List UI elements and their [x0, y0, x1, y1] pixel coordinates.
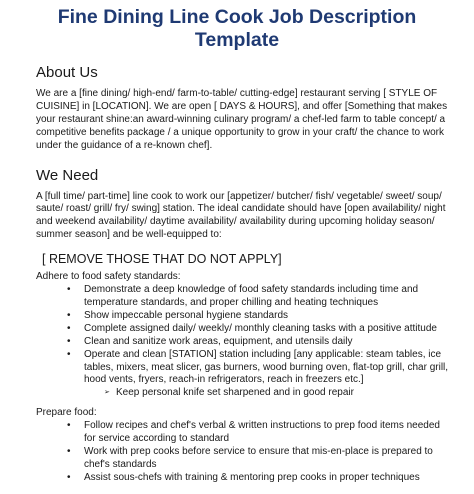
prep-list [36, 420, 452, 485]
title-line-2: Template [194, 29, 280, 51]
title-line-1: Fine Dining Line Cook Job Description [57, 6, 417, 28]
list-item: • Show impeccable personal hygiene standards [76, 310, 452, 323]
need-heading: We Need [36, 166, 99, 184]
safety-sublist [36, 387, 452, 400]
list-item: ➢ Keep personal knife set sharpened and in good repair [116, 387, 452, 400]
safety-label: Adhere to food safety standards: [36, 271, 181, 283]
list-item: • Demonstrate a deep knowledge of food safety standards including time and temperature standards, and proper chilling and heating techniques [76, 284, 452, 310]
prep-label: Prepare food: [36, 407, 97, 419]
list-item: • Follow recipes and chef's verbal & written instructions to prep food items needed for service according to standard [76, 420, 452, 446]
document-title [22, 6, 452, 52]
list-item: • Assist sous-chefs with training & mentoring prep cooks in proper techniques [76, 472, 452, 485]
safety-list [36, 284, 452, 387]
list-item: • Complete assigned daily/ weekly/ monthly cleaning tasks with a positive attitude [76, 323, 452, 336]
remove-note: [ REMOVE THOSE THAT DO NOT APPLY] [42, 252, 282, 267]
list-item: • Work with prep cooks before service to ensure that mis-en-place is prepared to chef's standards [76, 446, 452, 472]
about-paragraph: We are a [fine dining/ high-end/ farm-to-table/ cutting-edge] restaurant serving [ STYLE OF CUISINE] in [LOCATION]. We are open [ DAYS & HOURS], and offer [Something that makes your restaurant shine:an award-winning culinary program/ a chef-led farm to table concept/ a competitive benefits package / a unique opportunity to grow in your craft/ the chance to work under the guidance of a re-known chef]. [36, 88, 448, 151]
about-heading: About Us [36, 64, 98, 81]
need-paragraph: A [full time/ part-time] line cook to work our [appetizer/ butcher/ fish/ vegetable/ sweet/ soup/ saute/ roast/ grill/ fry/ swing] station. The ideal candidate should have [open availability/ night and weekend availability/ daytime availability/ availability during upcoming holiday season/ summer season] and be well-equipped to: [36, 190, 446, 241]
list-item: • Operate and clean [STATION] station including [any applicable: steam tables, ice tables, mixers, meat slicer, gas burners, wood burning oven, flat-top grill, char grill, hood vents, fryers, reach-in refrigerators, reach in freezers etc.] [76, 349, 452, 388]
spacer [36, 400, 452, 407]
list-item: • Clean and sanitize work areas, equipment, and utensils daily [76, 336, 452, 349]
